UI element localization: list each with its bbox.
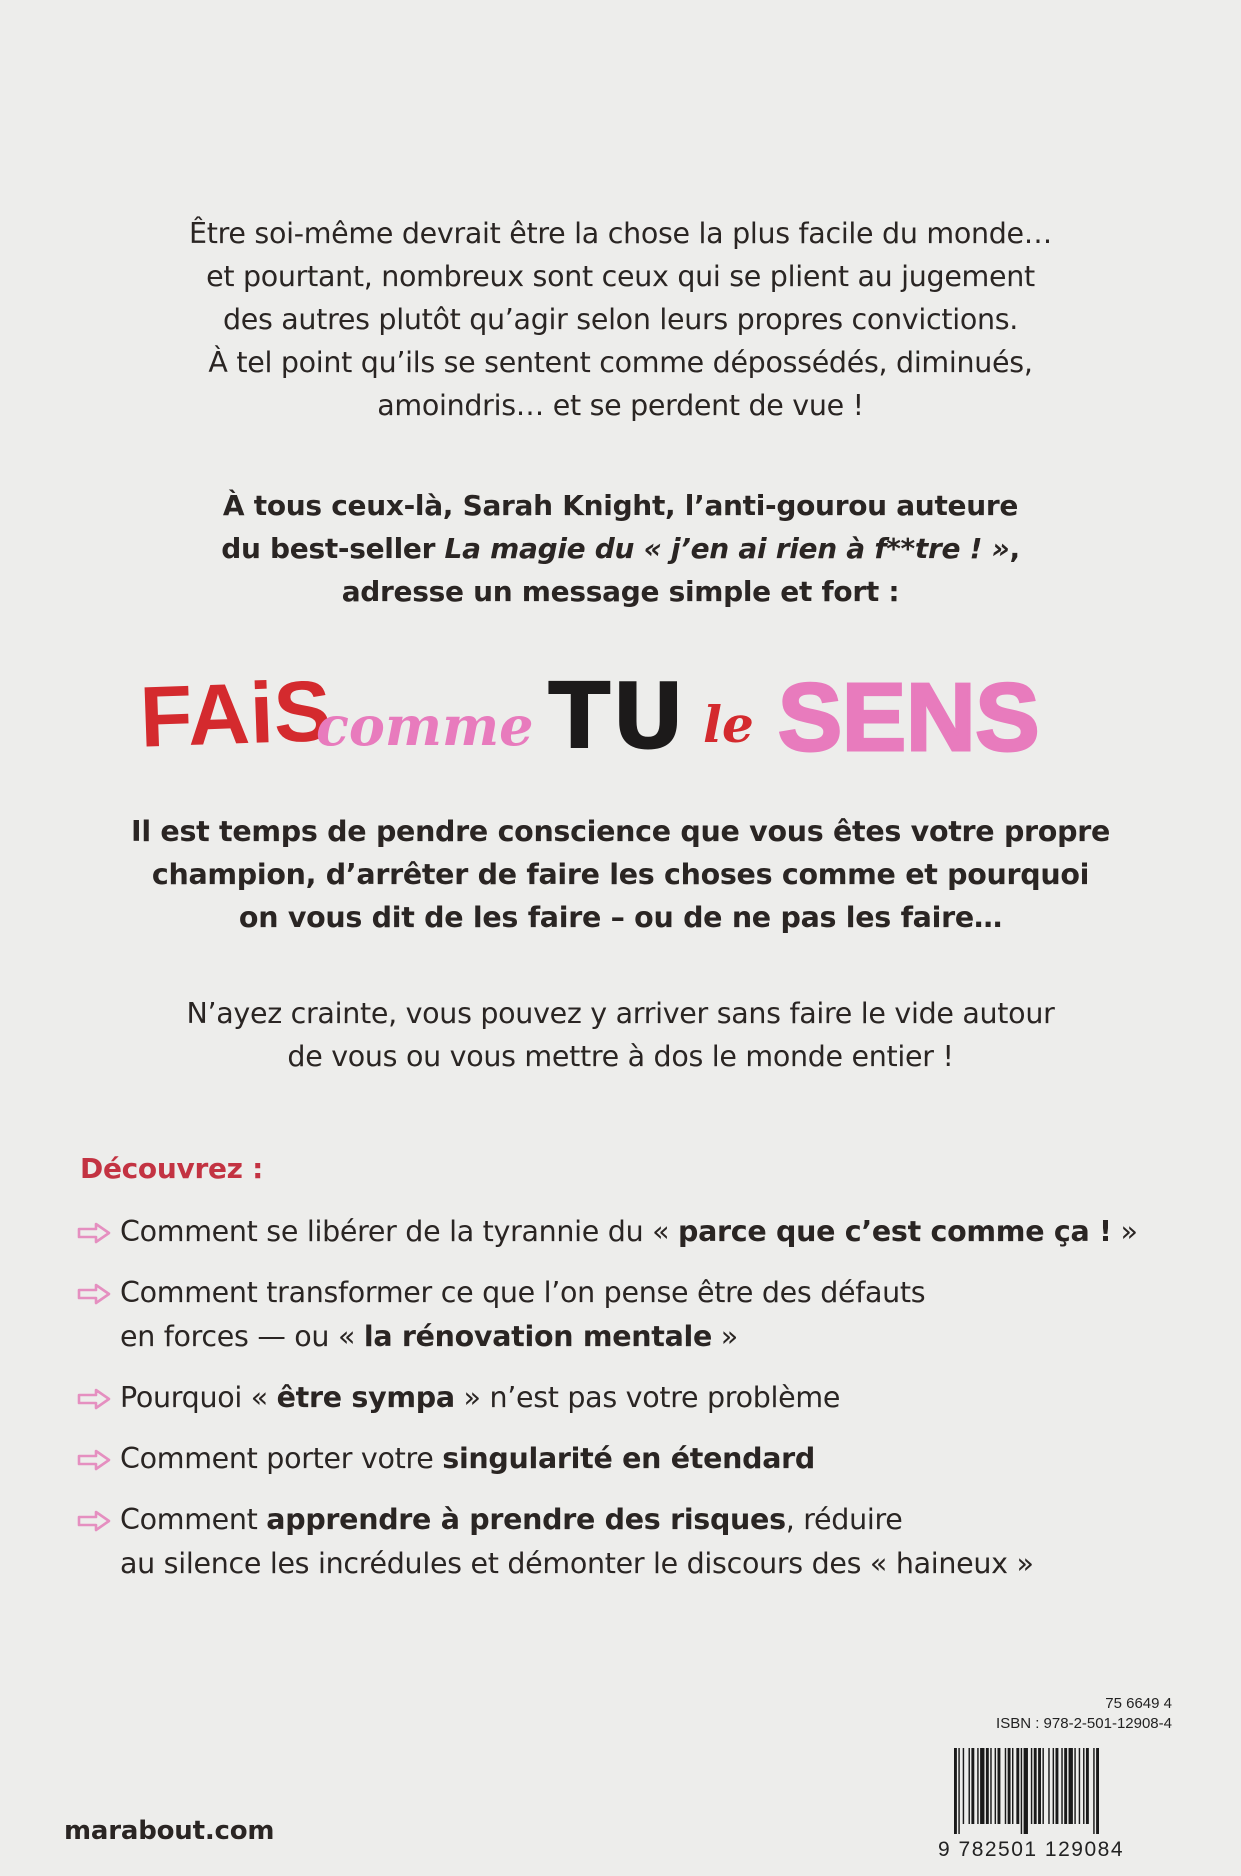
list-item-text: , réduire [785, 1503, 903, 1536]
list-item-bold: singularité en étendard [442, 1442, 816, 1475]
arrow-icon [76, 1282, 112, 1306]
barcode-bar [1042, 1748, 1043, 1824]
list-item-bold: la rénovation mentale [363, 1320, 713, 1353]
intro-line: des autres plutôt qu’agir selon leurs propres convictions. [222, 303, 1019, 336]
barcode-bar [1008, 1748, 1011, 1824]
barcode-bar [1093, 1748, 1094, 1834]
product-code: 75 6649 4 [1105, 1695, 1172, 1712]
intro-line: et pourtant, nombreux sont ceux qui se plient au jugement [206, 260, 1035, 293]
list-item-line [120, 1437, 1196, 1481]
reassure-paragraph [0, 992, 1241, 1078]
reassure-line: N’ayez crainte, vous pouvez y arriver sans faire le vide autour [186, 997, 1055, 1030]
barcode-bar [1038, 1748, 1041, 1824]
list-item [76, 1271, 1196, 1359]
barcode-bar [958, 1748, 959, 1834]
arrow-icon [76, 1387, 112, 1411]
barcode-bar [1024, 1748, 1028, 1834]
list-item-line [120, 1210, 1196, 1254]
list-item-line [120, 1315, 1196, 1359]
list-item [76, 1376, 1196, 1420]
message-line: À tous ceux-là, Sarah Knight, l’anti-gourou auteure [222, 489, 1019, 522]
list-item-text: Comment se libérer de la tyrannie du « [120, 1215, 678, 1248]
list-item-line [120, 1498, 1196, 1542]
arrow-icon [76, 1448, 112, 1472]
barcode-bar [954, 1748, 957, 1834]
list-item-text: » [712, 1320, 738, 1353]
list-item-line: au silence les incrédules et démonter le discours des « haineux » [120, 1547, 1034, 1580]
barcode-bar [1021, 1748, 1022, 1834]
barcode-bar [977, 1748, 978, 1824]
barcode-block [938, 1694, 1172, 1861]
intro-line: À tel point qu’ils se sentent comme dépossédés, diminués, [208, 346, 1033, 379]
message-paragraph [0, 484, 1241, 613]
message-line [0, 527, 1241, 570]
title-word-tu: TU [548, 663, 686, 770]
barcode-bar [1086, 1748, 1089, 1824]
list-item-bold: parce que c’est comme ça ! [678, 1215, 1112, 1248]
title-word-fais: FAiS [138, 663, 333, 766]
discover-heading: Découvrez : [80, 1152, 263, 1185]
book-title-italic: La magie du « j’en ai rien à f**tre ! » [444, 532, 1010, 565]
barcode-bar [1083, 1748, 1084, 1824]
book-title-logo [0, 660, 1241, 780]
title-lettering [0, 660, 1241, 780]
intro-line: Être soi-même devrait être la chose la plus facile du monde… [189, 217, 1052, 250]
arrow-icon [76, 1509, 112, 1533]
title-word-le: le [703, 695, 754, 754]
list-item-text: Comment porter votre [120, 1442, 443, 1475]
barcode-icon [952, 1748, 1172, 1834]
barcode-bar [1016, 1748, 1019, 1824]
list-item-text: » n’est pas votre problème [454, 1381, 841, 1414]
publisher-url: marabout.com [64, 1816, 275, 1846]
intro-paragraph [0, 212, 1241, 427]
barcode-bar [1005, 1748, 1006, 1824]
arrow-icon [76, 1221, 112, 1245]
barcode-bar [986, 1748, 989, 1824]
list-item-text: » [1111, 1215, 1138, 1248]
barcode-bar [995, 1748, 996, 1824]
barcode-bar [1079, 1748, 1080, 1824]
barcode-bar [1053, 1748, 1054, 1824]
barcode-bar [1096, 1748, 1099, 1834]
barcode-bar [1064, 1748, 1067, 1824]
barcode-bar [1056, 1748, 1059, 1824]
barcode-bar [980, 1748, 984, 1824]
barcode-bar [990, 1748, 991, 1824]
barcode-digits: 9 782501 129084 [938, 1838, 1124, 1861]
barcode-bar [1048, 1748, 1049, 1824]
barcode-bar [998, 1748, 1001, 1824]
isbn-label: ISBN : 978-2-501-12908-4 [996, 1715, 1172, 1732]
barcode-bar [1061, 1748, 1062, 1824]
message-line: adresse un message simple et fort : [341, 575, 900, 608]
pitch-line: on vous dit de les faire – ou de ne pas les faire… [238, 901, 1003, 934]
title-word-comme: comme [316, 694, 534, 758]
list-item-line [120, 1376, 1196, 1420]
list-item [76, 1437, 1196, 1481]
pitch-paragraph [0, 810, 1241, 939]
barcode-bar [1074, 1748, 1075, 1824]
barcode-bar [969, 1748, 970, 1824]
list-item-bold: être sympa [276, 1381, 455, 1414]
list-item-text: Pourquoi « [120, 1381, 277, 1414]
list-item [76, 1498, 1196, 1586]
barcode-bar [971, 1748, 974, 1824]
list-item-line: Comment transformer ce que l’on pense être des défauts [120, 1276, 926, 1309]
list-item [76, 1210, 1196, 1254]
message-text: , [1009, 532, 1020, 565]
pitch-line: champion, d’arrêter de faire les choses comme et pourquoi [151, 858, 1090, 891]
barcode-bar [1012, 1748, 1013, 1824]
barcode-bar [1034, 1748, 1037, 1824]
list-item-text: Comment [120, 1503, 267, 1536]
list-item-bold: apprendre à prendre des risques [266, 1503, 786, 1536]
reassure-line: de vous ou vous mettre à dos le monde entier ! [287, 1040, 954, 1073]
discover-list [76, 1210, 1196, 1603]
pitch-line: Il est temps de pendre conscience que vous êtes votre propre [131, 815, 1110, 848]
intro-line: amoindris… et se perdent de vue ! [377, 389, 864, 422]
barcode-bar [963, 1748, 964, 1824]
list-item-text: en forces — ou « [120, 1320, 364, 1353]
message-text: du best-seller [221, 532, 445, 565]
barcode-bar [1069, 1748, 1073, 1824]
title-word-sens: SENS [778, 664, 1040, 771]
barcode-bar [1031, 1748, 1032, 1824]
